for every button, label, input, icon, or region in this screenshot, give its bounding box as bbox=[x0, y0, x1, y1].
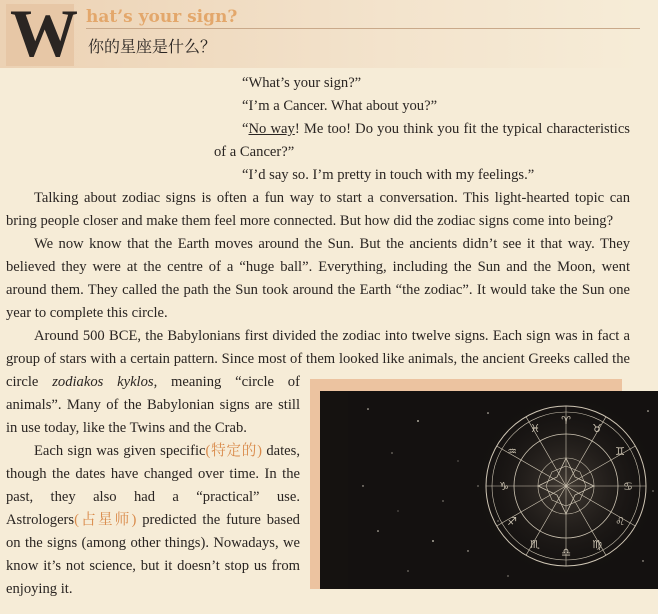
p4-text-c: predicted the future based on the signs (among other things). Nowadays, we know it’s not science, but it doesn’t stop us from enjoying it. bbox=[6, 512, 300, 597]
dialogue-line-4: “I’d say so. I’m pretty in touch with my feelings.” bbox=[242, 167, 535, 183]
paragraph-1: Talking about zodiac signs is often a fun way to start a conversation. This light-hearted topic can bring people closer and make them feel more connected. But how did the zodiac signs come into being? bbox=[6, 190, 630, 229]
title-divider bbox=[86, 28, 640, 29]
article-body bbox=[6, 72, 633, 601]
p4-text-a: Each sign was given specific bbox=[34, 443, 206, 459]
p4-text-b: dates, though the dates have changed over time. In the past, they also had a “practical” use. Astrologers bbox=[6, 443, 300, 528]
title-chinese: 你的星座是什么？ bbox=[88, 37, 217, 56]
svg-text:♍: ♍ bbox=[592, 538, 602, 551]
zodiac-wheel-graphic bbox=[348, 391, 658, 589]
title-english: hat’s your sign? bbox=[86, 7, 238, 27]
svg-text:♎: ♎ bbox=[561, 546, 571, 559]
svg-text:♉: ♉ bbox=[592, 422, 602, 435]
dialogue-block bbox=[6, 72, 630, 187]
svg-text:♌: ♌ bbox=[615, 515, 625, 528]
gloss-astrologers: (占星师) bbox=[74, 512, 137, 528]
gloss-specific: (特定的) bbox=[205, 443, 262, 459]
svg-text:♑: ♑ bbox=[499, 480, 509, 493]
dialogue-line-3-rest: ! Me too! Do you think you fit the typical characteristics of a Cancer?” bbox=[214, 121, 630, 160]
svg-text:♊: ♊ bbox=[615, 445, 625, 458]
p3-text-b: , meaning “circle of animals”. Many of the Babylonian signs are still in use today, like the Twins and the Crab. bbox=[6, 374, 300, 436]
p3-text-a: Around 500 BCE, the Babylonians first divided the zodiac into twelve signs. Each sign was in fact a group of stars with a certain pattern. Since most of them looked like animals, the ancient Greeks called the circle bbox=[6, 328, 630, 390]
svg-text:♓: ♓ bbox=[530, 422, 540, 435]
dialogue-line-2: “I’m a Cancer. What about you?” bbox=[242, 98, 438, 114]
svg-text:♒: ♒ bbox=[507, 445, 517, 458]
svg-text:♐: ♐ bbox=[507, 515, 517, 528]
paragraph-2: We now know that the Earth moves around the Sun. But the ancients didn’t see it that way. They believed they were at the centre of a “huge ball”. Everything, including the Sun and the Moon, went around them. They called the path the Sun took around the Earth “the zodiac”. It would take the Sun one year to complete this circle. bbox=[6, 236, 630, 321]
zodiac-photo bbox=[320, 391, 633, 589]
underlined-phrase: No way bbox=[248, 121, 295, 137]
svg-text:♈: ♈ bbox=[561, 414, 571, 427]
p3-latin-term: zodiakos kyklos bbox=[52, 374, 154, 390]
svg-text:♋: ♋ bbox=[623, 480, 633, 493]
svg-text:♏: ♏ bbox=[530, 538, 540, 551]
drop-cap-letter: W bbox=[10, 0, 76, 71]
dialogue-line-1: “What’s your sign?” bbox=[242, 75, 362, 91]
zodiac-figure bbox=[310, 379, 632, 597]
dialogue-line-3 bbox=[214, 118, 630, 164]
dialogue-quote: “ bbox=[242, 121, 249, 137]
